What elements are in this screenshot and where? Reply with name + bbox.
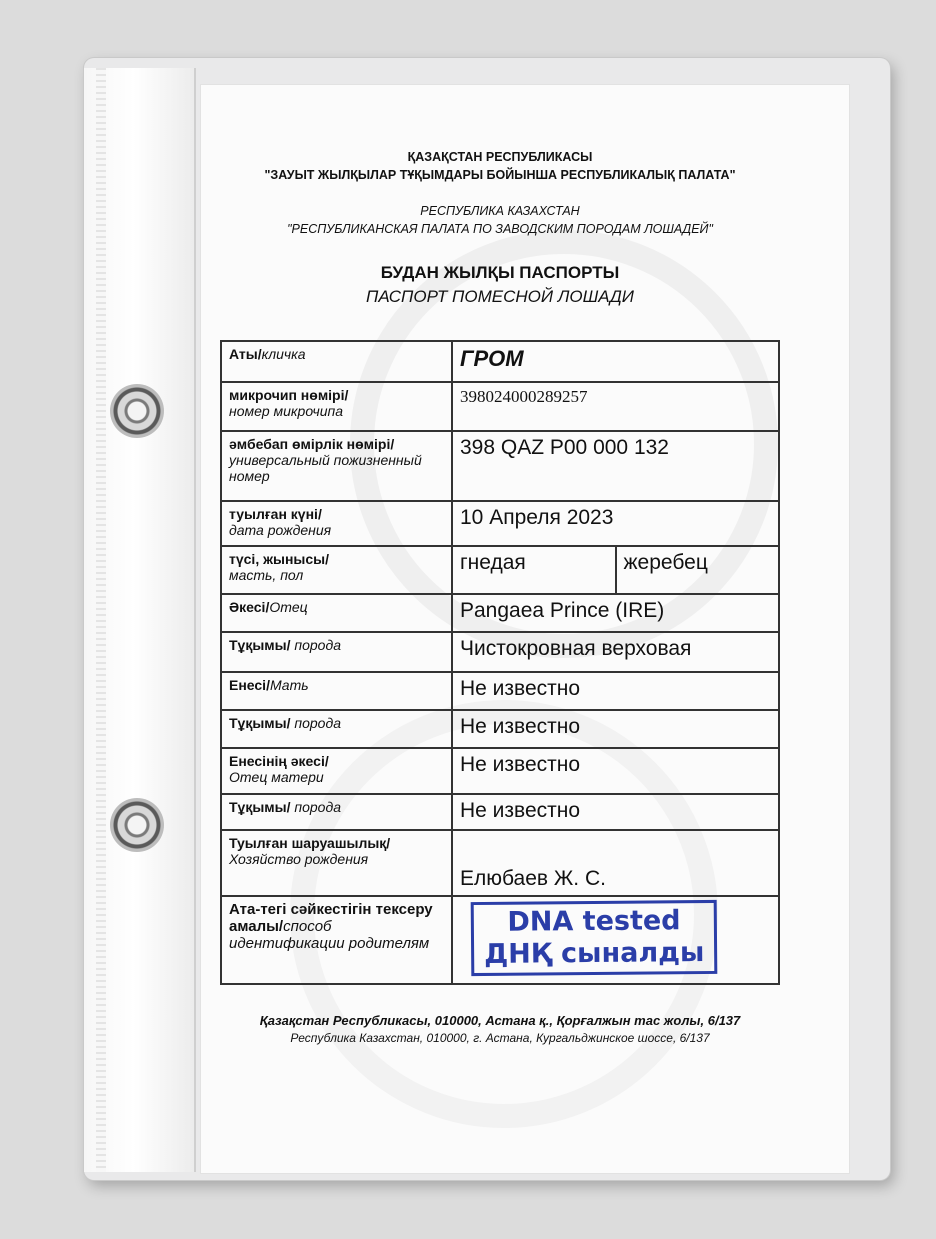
document-title-ru: ПАСПОРТ ПОМЕСНОЙ ЛОШАДИ <box>366 287 634 306</box>
horse-info-table <box>220 340 780 985</box>
table-row <box>221 546 779 594</box>
sire-name: Pangaea Prince (IRE) <box>452 594 779 632</box>
header-ru-org: "РЕСПУБЛИКАНСКАЯ ПАЛАТА ПО ЗАВОДСКИМ ПОРОДАМ ЛОШАДЕЙ" <box>287 222 713 236</box>
field-label: Енесі/Мать <box>221 672 452 710</box>
header-kz-org: "ЗАУЫТ ЖЫЛҚЫЛАР ТҰҚЫМДАРЫ БОЙЫНША РЕСПУБЛИКАЛЫҚ ПАЛАТА" <box>264 168 736 182</box>
horse-name: ГРОМ <box>452 341 779 382</box>
table-row <box>221 341 779 382</box>
field-label: Аты/кличка <box>221 341 452 382</box>
field-label: Әкесі/Отец <box>221 594 452 632</box>
ueln-number: 398 QAZ P00 000 132 <box>452 431 779 501</box>
field-label: Тұқымы/ порода <box>221 794 452 830</box>
dam-name: Не известно <box>452 672 779 710</box>
table-row <box>221 594 779 632</box>
field-label: Тұқымы/ порода <box>221 632 452 672</box>
grommet-icon <box>110 798 164 852</box>
horse-color: гнедая <box>452 546 616 594</box>
horse-sex: жеребец <box>616 546 780 594</box>
footer-address-kz: Қазақстан Республикасы, 010000, Астана қ., Қорғалжын тас жолы, 6/137 <box>259 1013 741 1028</box>
dam-sire-breed: Не известно <box>452 794 779 830</box>
table-row <box>221 672 779 710</box>
sire-breed: Чистокровная верховая <box>452 632 779 672</box>
microchip-number: 398024000289257 <box>452 382 779 431</box>
grommet-icon <box>110 384 164 438</box>
birth-farm: Елюбаев Ж. С. <box>452 830 779 896</box>
document-title-kz: БУДАН ЖЫЛҚЫ ПАСПОРТЫ <box>380 263 620 282</box>
table-row <box>221 794 779 830</box>
table-row <box>221 830 779 896</box>
footer-address-ru: Республика Казахстан, 010000, г. Астана, Кургальджинское шоссе, 6/137 <box>290 1031 710 1045</box>
table-row <box>221 632 779 672</box>
table-row <box>221 896 779 984</box>
header-kz-country: ҚАЗАҚСТАН РЕСПУБЛИКАСЫ <box>407 150 593 164</box>
table-row <box>221 501 779 546</box>
field-label: Туылған шаруашылық/ Хозяйство рождения <box>221 830 452 896</box>
field-label: Тұқымы/ порода <box>221 710 452 748</box>
table-row <box>221 431 779 501</box>
field-label: Енесінің әкесі/ Отец матери <box>221 748 452 794</box>
field-label: түсі, жынысы/ масть, пол <box>221 546 452 594</box>
dam-breed: Не известно <box>452 710 779 748</box>
sleeve-binding-strip <box>84 68 196 1172</box>
field-label: туылған күні/ дата рождения <box>221 501 452 546</box>
dna-stamp-cell <box>452 896 779 984</box>
table-row <box>221 382 779 431</box>
dam-sire-name: Не известно <box>452 748 779 794</box>
field-label: Ата-тегі сәйкестігін тексеру амалы/способ идентификации родителям <box>221 896 452 984</box>
field-label: микрочип нөмірі/ номер микрочипа <box>221 382 452 431</box>
table-row <box>221 710 779 748</box>
table-row <box>221 748 779 794</box>
field-label: әмбебап өмірлік нөмірі/универсальный пожизненный номер <box>221 431 452 501</box>
dna-tested-stamp: DNA tested ДНҚ сыналды <box>471 900 718 976</box>
header-ru-country: РЕСПУБЛИКА КАЗАХСТАН <box>420 204 580 218</box>
birth-date: 10 Апреля 2023 <box>452 501 779 546</box>
